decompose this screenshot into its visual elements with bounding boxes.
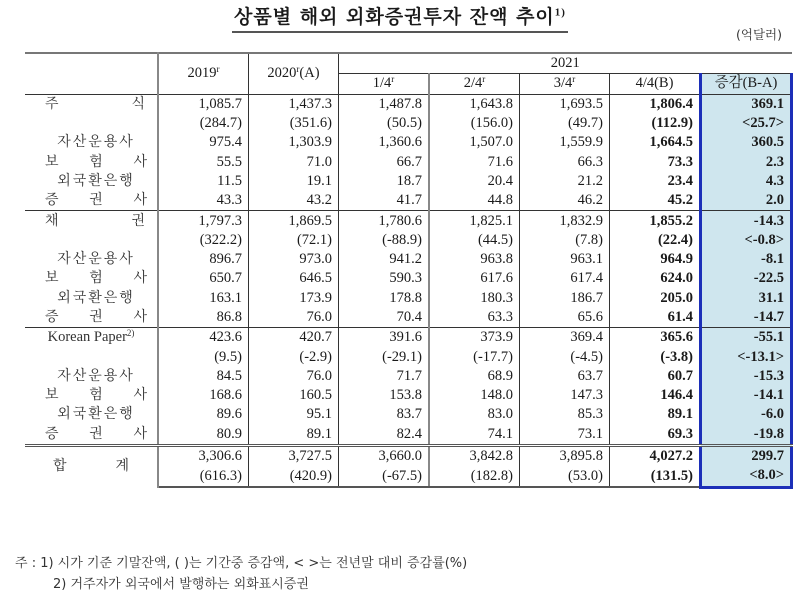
value-cell: 646.5 xyxy=(249,269,339,288)
table-row xyxy=(25,289,792,308)
value-cell: 76.0 xyxy=(249,308,339,328)
value-cell: 71.6 xyxy=(429,152,520,171)
unit-label: (억달러) xyxy=(736,27,782,42)
value-cell: 70.4 xyxy=(339,308,430,328)
label-char: 권 xyxy=(131,212,145,229)
value-cell: 975.4 xyxy=(158,133,249,152)
value-cell: 148.0 xyxy=(429,386,520,405)
value-cell: 1,085.7 xyxy=(158,94,249,114)
row-label xyxy=(25,191,158,211)
value-cell: 180.3 xyxy=(429,289,520,308)
value-cell: 173.9 xyxy=(249,289,339,308)
change-cell: -6.0 xyxy=(701,405,792,424)
value-cell: 73.1 xyxy=(520,425,610,446)
value-cell: 45.2 xyxy=(667,192,693,209)
row-label xyxy=(25,231,158,250)
value-cell: 20.4 xyxy=(429,172,520,191)
value-cell: 86.8 xyxy=(158,308,249,328)
row-label xyxy=(25,386,158,405)
value-cell: (182.8) xyxy=(429,466,520,487)
value-cell: 41.7 xyxy=(339,191,430,211)
balance-table xyxy=(25,52,793,489)
value-cell: 178.8 xyxy=(339,289,430,308)
group-total-row xyxy=(25,328,792,348)
label-char: 외국환은행 xyxy=(57,406,135,423)
value-cell: 163.1 xyxy=(158,289,249,308)
value-cell: (7.8) xyxy=(520,231,610,250)
grand-total-row xyxy=(25,445,792,466)
row-label xyxy=(25,94,158,114)
change-cell: <-0.8> xyxy=(701,231,792,250)
value-cell: 74.1 xyxy=(429,425,520,446)
value-cell: 21.2 xyxy=(520,172,610,191)
value-cell: (-4.5) xyxy=(520,347,610,366)
value-cell: 55.5 xyxy=(158,152,249,171)
table-row xyxy=(25,191,792,211)
value-cell: 423.6 xyxy=(158,328,249,348)
row-label xyxy=(25,172,158,191)
value-cell: (-29.1) xyxy=(339,347,430,366)
row-label xyxy=(25,114,158,133)
change-cell: -14.7 xyxy=(701,308,792,328)
row-label xyxy=(25,425,158,446)
value-cell: 1,507.0 xyxy=(429,133,520,152)
row-label xyxy=(25,367,158,386)
label-char: 보 xyxy=(45,387,59,404)
value-cell: 1,559.9 xyxy=(520,133,610,152)
change-cell: <8.0> xyxy=(701,466,792,487)
label-char: 험 xyxy=(89,153,103,170)
value-cell: 69.3 xyxy=(667,425,693,442)
change-cell: -55.1 xyxy=(701,328,792,348)
header-2020: 2020$^r$(A) xyxy=(249,53,339,94)
value-cell: 89.1 xyxy=(249,425,339,446)
value-cell: 3,306.6 xyxy=(158,445,249,466)
label-char: 사 xyxy=(133,270,147,287)
row-label xyxy=(25,347,158,366)
label-char: 험 xyxy=(89,387,103,404)
value-cell: (-88.9) xyxy=(339,231,430,250)
value-cell: (131.5) xyxy=(610,466,701,487)
value-cell: 1,487.8 xyxy=(339,94,430,114)
value-cell: 650.7 xyxy=(158,269,249,288)
label-char: 주 xyxy=(45,95,59,112)
label-char: 자산운용사 xyxy=(57,134,135,151)
row-label xyxy=(25,152,158,171)
value-cell: 71.7 xyxy=(339,367,430,386)
value-cell: 1,869.5 xyxy=(249,211,339,231)
label-char: 사 xyxy=(133,387,147,404)
footnotes xyxy=(15,553,467,595)
value-cell: 3,842.8 xyxy=(429,445,520,466)
label-char: 험 xyxy=(89,270,103,287)
title-text: 상품별 해외 외화증권투자 잔액 추이 xyxy=(234,6,555,28)
value-cell: 896.7 xyxy=(158,250,249,269)
value-cell: 160.5 xyxy=(249,386,339,405)
value-cell: 60.7 xyxy=(667,367,693,384)
value-cell: 63.3 xyxy=(429,308,520,328)
label-char: 권 xyxy=(89,309,103,325)
value-cell: 11.5 xyxy=(158,172,249,191)
value-cell: 1,693.5 xyxy=(520,94,610,114)
value-cell: 941.2 xyxy=(339,250,430,269)
group-change-row xyxy=(25,114,792,133)
header-q1: 1/4$^r$ xyxy=(339,74,430,94)
value-cell: 963.8 xyxy=(429,250,520,269)
label-char: 보 xyxy=(45,153,59,170)
table-row xyxy=(25,308,792,328)
value-cell: 147.3 xyxy=(520,386,610,405)
page-title xyxy=(0,2,800,33)
label-char: 사 xyxy=(133,153,147,170)
value-cell: 76.0 xyxy=(249,367,339,386)
value-cell: 391.6 xyxy=(339,328,430,348)
change-cell: -14.1 xyxy=(701,386,792,405)
value-cell: 617.4 xyxy=(520,269,610,288)
value-cell: 66.3 xyxy=(520,152,610,171)
value-cell: 1,780.6 xyxy=(339,211,430,231)
header-2019: 2019$^r$ xyxy=(158,53,249,94)
value-cell: (-17.7) xyxy=(429,347,520,366)
value-cell: 3,660.0 xyxy=(339,445,430,466)
row-label xyxy=(25,445,158,487)
header-2021: 2021 xyxy=(339,53,792,74)
value-cell: 624.0 xyxy=(660,270,693,287)
value-cell: 1,825.1 xyxy=(429,211,520,231)
change-cell: <-13.1> xyxy=(701,347,792,366)
value-cell: 205.0 xyxy=(660,289,693,306)
value-cell: 973.0 xyxy=(249,250,339,269)
change-cell: 360.5 xyxy=(701,133,792,152)
table-row xyxy=(25,386,792,405)
label-char: 증 xyxy=(45,425,59,442)
table-row xyxy=(25,172,792,191)
value-cell: 84.5 xyxy=(158,367,249,386)
header-q3: 3/4$^r$ xyxy=(520,74,610,94)
label-char: 사 xyxy=(133,309,147,325)
label-char: 자산운용사 xyxy=(57,251,135,268)
table-row xyxy=(25,250,792,269)
change-cell: 4.3 xyxy=(701,172,792,191)
value-cell: 1,643.8 xyxy=(429,94,520,114)
label-char: 권 xyxy=(89,425,103,442)
change-cell: 299.7 xyxy=(701,445,792,466)
value-cell: 85.3 xyxy=(520,405,610,424)
header-q4: 4/4(B) xyxy=(610,74,701,94)
value-cell: 617.6 xyxy=(429,269,520,288)
row-label xyxy=(25,328,158,348)
value-cell: 590.3 xyxy=(339,269,430,288)
group-change-row xyxy=(25,231,792,250)
table-row xyxy=(25,425,792,446)
value-cell: (156.0) xyxy=(429,114,520,133)
value-cell: 43.2 xyxy=(249,191,339,211)
group-name: Korean Paper xyxy=(47,329,127,346)
value-cell: (-3.8) xyxy=(660,348,693,365)
value-cell: 1,437.3 xyxy=(249,94,339,114)
value-cell: 963.1 xyxy=(520,250,610,269)
label-char: 보 xyxy=(45,270,59,287)
value-cell: (351.6) xyxy=(249,114,339,133)
value-cell: (616.3) xyxy=(158,466,249,487)
change-cell: -14.3 xyxy=(701,211,792,231)
value-cell: 369.4 xyxy=(520,328,610,348)
footnote-2: 2) 거주자가 외국에서 발행하는 외화표시증권 xyxy=(53,577,309,592)
label-char: 증 xyxy=(45,309,59,325)
value-cell: 365.6 xyxy=(610,328,701,348)
group-change-row xyxy=(25,347,792,366)
title-footnote-marker: 1) xyxy=(554,6,566,19)
change-cell: 2.3 xyxy=(701,152,792,171)
value-cell: (44.5) xyxy=(429,231,520,250)
value-cell: (50.5) xyxy=(339,114,430,133)
value-cell: 83.0 xyxy=(429,405,520,424)
value-cell: 61.4 xyxy=(667,309,693,325)
value-cell: 1,797.3 xyxy=(158,211,249,231)
footnote-1: 주 : 1) 시가 기준 기말잔액, ( )는 기간중 증감액, < >는 전년말 대비 증감률(%) xyxy=(15,556,468,571)
table-row xyxy=(25,269,792,288)
label-char: 외국환은행 xyxy=(57,172,135,189)
group-total-row xyxy=(25,211,792,231)
value-cell: 89.6 xyxy=(158,405,249,424)
value-cell: (49.7) xyxy=(520,114,610,133)
label-char: 식 xyxy=(131,95,145,112)
value-cell: (420.9) xyxy=(249,466,339,487)
value-cell: 3,895.8 xyxy=(520,445,610,466)
label-char: 사 xyxy=(133,192,147,209)
value-cell: 153.8 xyxy=(339,386,430,405)
value-cell: 4,027.2 xyxy=(610,445,701,466)
row-label xyxy=(25,250,158,269)
change-cell: -15.3 xyxy=(701,367,792,386)
row-label xyxy=(25,308,158,328)
value-cell: 146.4 xyxy=(660,387,693,404)
value-cell: 63.7 xyxy=(520,367,610,386)
value-cell: 1,855.2 xyxy=(610,211,701,231)
table-row xyxy=(25,133,792,152)
value-cell: (22.4) xyxy=(657,231,693,248)
value-cell: 3,727.5 xyxy=(249,445,339,466)
change-cell: 2.0 xyxy=(701,191,792,211)
value-cell: (322.2) xyxy=(158,231,249,250)
row-label xyxy=(25,133,158,152)
value-cell: 1,303.9 xyxy=(249,133,339,152)
value-cell: (-67.5) xyxy=(339,466,430,487)
value-cell: 83.7 xyxy=(339,405,430,424)
change-cell: 369.1 xyxy=(701,94,792,114)
value-cell: 19.1 xyxy=(249,172,339,191)
value-cell: 18.7 xyxy=(339,172,430,191)
header-row-1 xyxy=(25,53,792,74)
value-cell: 44.8 xyxy=(429,191,520,211)
label-char: 채 xyxy=(45,212,59,229)
value-cell: 68.9 xyxy=(429,367,520,386)
table-body xyxy=(25,94,792,487)
value-cell: 82.4 xyxy=(339,425,430,446)
value-cell: 71.0 xyxy=(249,152,339,171)
table-row xyxy=(25,152,792,171)
value-cell: (-2.9) xyxy=(249,347,339,366)
value-cell: 1,806.4 xyxy=(610,94,701,114)
row-label xyxy=(25,405,158,424)
label-char: 합 xyxy=(53,458,67,475)
row-label xyxy=(25,211,158,231)
change-cell: -22.5 xyxy=(701,269,792,288)
value-cell: 66.7 xyxy=(339,152,430,171)
change-cell: 31.1 xyxy=(701,289,792,308)
row-label xyxy=(25,289,158,308)
footnote-marker: 2) xyxy=(126,328,135,339)
group-total-row xyxy=(25,94,792,114)
label-char: 외국환은행 xyxy=(57,289,135,306)
header-blank xyxy=(25,53,158,94)
header-q2: 2/4$^r$ xyxy=(429,74,520,94)
value-cell: (72.1) xyxy=(249,231,339,250)
change-cell: -8.1 xyxy=(701,250,792,269)
value-cell: 95.1 xyxy=(249,405,339,424)
value-cell: 186.7 xyxy=(520,289,610,308)
value-cell: 89.1 xyxy=(667,406,693,423)
value-cell: (284.7) xyxy=(158,114,249,133)
table-row xyxy=(25,405,792,424)
value-cell: 73.3 xyxy=(667,153,693,170)
value-cell: 80.9 xyxy=(158,425,249,446)
row-label xyxy=(25,269,158,288)
value-cell: (112.9) xyxy=(651,115,693,132)
value-cell: (53.0) xyxy=(520,466,610,487)
value-cell: (9.5) xyxy=(158,347,249,366)
change-cell: -19.8 xyxy=(701,425,792,446)
header-change: 증감(B-A) xyxy=(701,74,792,94)
value-cell: 1,360.6 xyxy=(339,133,430,152)
change-cell: <25.7> xyxy=(701,114,792,133)
value-cell: 420.7 xyxy=(249,328,339,348)
value-cell: 964.9 xyxy=(660,251,693,268)
table-row xyxy=(25,367,792,386)
value-cell: 1,832.9 xyxy=(520,211,610,231)
value-cell: 373.9 xyxy=(429,328,520,348)
value-cell: 43.3 xyxy=(158,191,249,211)
label-char: 증 xyxy=(45,192,59,209)
value-cell: 1,664.5 xyxy=(649,134,693,151)
label-char: 자산운용사 xyxy=(57,367,135,384)
value-cell: 168.6 xyxy=(158,386,249,405)
label-char: 권 xyxy=(89,192,103,209)
value-cell: 46.2 xyxy=(520,191,610,211)
label-char: 계 xyxy=(115,458,129,475)
value-cell: 65.6 xyxy=(520,308,610,328)
value-cell: 23.4 xyxy=(667,172,693,189)
label-char: 사 xyxy=(133,425,147,442)
